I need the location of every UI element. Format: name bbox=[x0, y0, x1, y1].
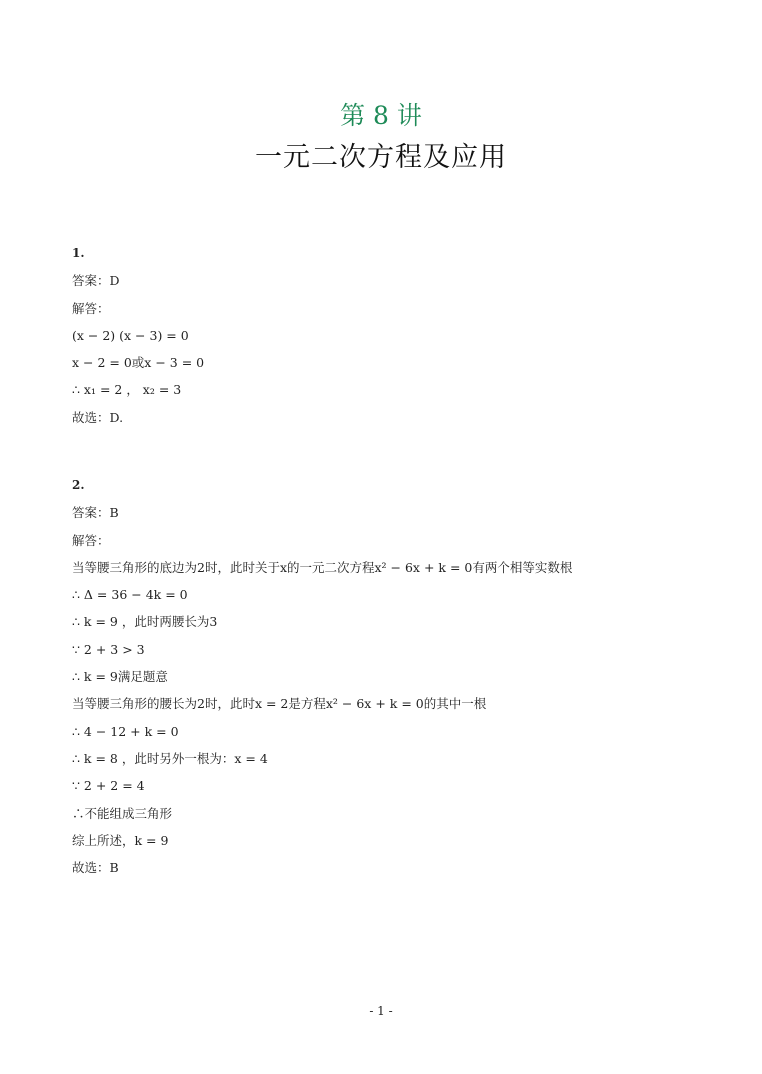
problem-1 bbox=[72, 240, 712, 431]
solution-step: ∴不能组成三角形 bbox=[72, 805, 173, 821]
solution-step: ∴ k = 9满足题意 bbox=[72, 669, 168, 685]
solution-step: (x − 2) (x − 3) = 0 bbox=[72, 327, 189, 343]
solution-step: x − 2 = 0或x − 3 = 0 bbox=[72, 355, 205, 371]
solution-step: 当等腰三角形的腰长为2时，此时x = 2是方程x² − 6x + k = 0的其中一根 bbox=[72, 696, 487, 712]
solution-step: 故选：B bbox=[72, 860, 119, 876]
analysis-label: 解答： bbox=[72, 300, 110, 316]
solution-step: ∴ Δ = 36 − 4k = 0 bbox=[72, 587, 188, 603]
page-number: - 1 - bbox=[369, 1004, 393, 1018]
solution-step: ∵ 2 + 3 > 3 bbox=[72, 641, 145, 657]
solution-step: ∴ 4 − 12 + k = 0 bbox=[72, 723, 179, 739]
analysis-label: 解答： bbox=[72, 532, 110, 548]
page-title: 一元二次方程及应用 bbox=[255, 142, 507, 173]
solution-step: 故选：D. bbox=[72, 409, 124, 425]
solution-step: ∵ 2 + 2 = 4 bbox=[72, 778, 145, 794]
solution-step: ∴ k = 9 ，此时两腰长为3 bbox=[72, 614, 218, 630]
solution-step: ∴ x₁ = 2 ， x₂ = 3 bbox=[72, 382, 182, 398]
lesson-number: 第 8 讲 bbox=[340, 101, 422, 130]
answer-line: 答案：D bbox=[72, 273, 120, 289]
solution-step: 当等腰三角形的底边为2时，此时关于x的一元二次方程x² − 6x + k = 0有两个相等实数根 bbox=[72, 559, 573, 575]
problem-number: 2. bbox=[72, 478, 85, 492]
solution-step: ∴ k = 8 ，此时另外一根为：x = 4 bbox=[72, 750, 268, 766]
solution-step: 综上所述，k = 9 bbox=[72, 832, 169, 848]
answer-line: 答案：B bbox=[72, 505, 119, 521]
problem-2 bbox=[72, 472, 712, 881]
problem-number: 1. bbox=[72, 246, 85, 260]
